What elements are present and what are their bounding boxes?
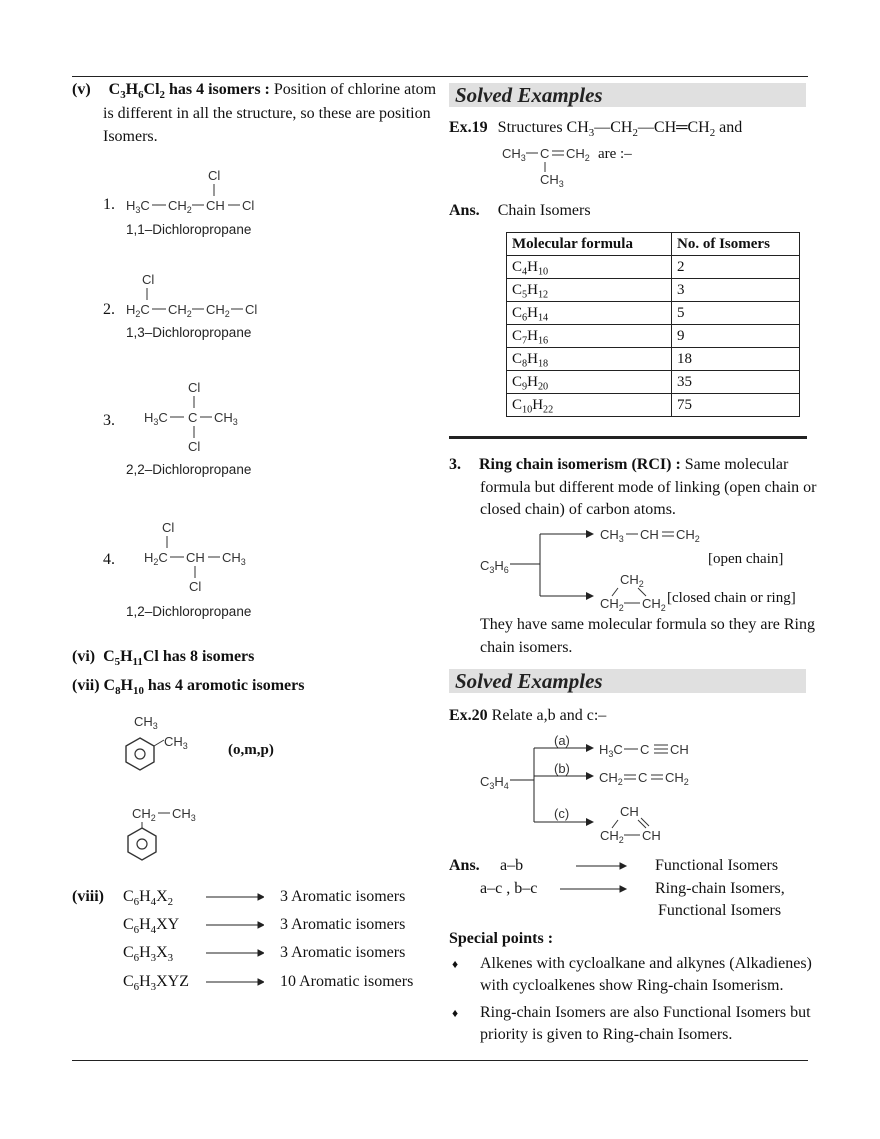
structure-2-name: 1,3–Dichloropropane [126,325,252,340]
solved-examples-banner-2: Solved Examples [449,669,806,693]
svg-text:C: C [638,770,648,785]
svg-text:H2C: $H_2C$ [126,302,150,319]
svg-text:CH2: $CH_2$ [168,302,192,319]
special-point-1a: Alkenes with cycloalkane and alkynes (Alkadienes) [480,955,812,972]
structure-1-number: 1. [103,196,115,213]
table-header-count: No. of Isomers [672,233,800,256]
ex19-are: are :– [598,146,632,162]
svg-text:C: C [540,146,550,161]
ex20-diagram [478,728,718,846]
ethylbenzene-structure [118,800,228,870]
svg-text:CH2: $CH_2$ [132,806,156,823]
structure-3-number: 3. [103,412,115,429]
viii-row-1-result: 3 Aromatic isomers [280,888,406,905]
xylene-structure [118,712,228,782]
structure-4-name: 1,2–Dichloropropane [126,604,252,619]
ans20-row1-left: a–b [500,857,524,874]
ex20-label-b: (b) [554,761,570,776]
svg-text:CH3: $CH_3$ [502,146,526,163]
svg-text:C3H4: $C_3H_4$ [480,774,509,791]
closed-chain-label: [closed chain or ring] [667,590,796,606]
svg-text:C: C [640,742,650,757]
ans19: Ans. Chain Isomers [449,202,591,219]
svg-text:CH: CH [642,828,661,843]
table-row: $C_{10}H_{22}$ 75 [507,394,800,417]
svg-text:H3C: $H_3C$ [126,198,150,215]
table-header-row [507,233,800,256]
ans20-row1-right: Functional Isomers [655,857,779,874]
svg-text:CH2: $CH_2$ [665,770,689,787]
ex20: Ex.20 Relate a,b and c:– [449,707,607,724]
section-v-text2: is different in all the structure, so these are position [103,105,431,122]
rci-line1: 3. Ring chain isomerism (RCI) : Same molecular [449,456,789,473]
svg-text:C: C [188,410,198,425]
ans20-label: Ans. [449,857,480,874]
svg-text:CH2: $CH_2$ [600,828,624,845]
structure-2-number: 2. [103,301,115,318]
table-row: $C_8H_{18}$ 18 [507,348,800,371]
svg-text:CH3: $CH_3$ [164,734,188,751]
svg-text:CH: CH [670,742,689,757]
svg-text:CH3: $CH_3$ [134,714,158,731]
svg-text:H3C: $H_3C$ [144,410,168,427]
special-point-2b: priority is given to Ring-chain Isomers. [480,1026,733,1043]
ex19: Ex.19 Structures $CH_3—CH_2—CH═CH_2$ and [449,119,743,139]
structure-3-diagram [140,376,260,456]
structure-1-diagram [122,164,272,220]
table-row: $C_6H_{14}$ 5 [507,302,800,325]
viii-row-3-formula: $C_6H_3X_3$ [123,944,174,964]
svg-text:CH3: $CH_3$ [540,172,564,189]
viii-row-2-formula: $C_6H_4XY$ [123,916,180,936]
viii-row-3-result: 3 Aromatic isomers [280,944,406,961]
svg-text:CH2: $CH_2$ [600,596,624,612]
svg-text:CH2: $CH_2$ [599,770,623,787]
section-divider [449,436,807,439]
svg-text:H3C: $H_3C$ [599,742,623,759]
bottom-rule [72,1060,808,1061]
rci-line2: formula but different mode of linking (open chain or [480,479,817,496]
ans20-row2-left: a–c , b–c [480,880,538,897]
table-row: $C_9H_{20}$ 35 [507,371,800,394]
bullet-1-icon: ♦ [452,957,459,971]
top-rule [72,76,808,77]
special-point-1b: with cycloalkenes show Ring-chain Isomerism. [480,977,784,994]
table-row: $C_7H_{16}$ 9 [507,325,800,348]
table-header-formula: Molecular formula [507,233,672,256]
structure-3-name: 2,2–Dichloropropane [126,462,252,477]
solved-examples-banner-1: Solved Examples [449,83,806,107]
svg-text:CH2: $CH_2$ [620,572,644,589]
viii-row-4-formula: $C_6H_3XYZ$ [123,973,189,993]
svg-text:CH: CH [620,804,639,819]
svg-text:CH2: $CH_2$ [168,198,192,215]
structure-4-number: 4. [103,551,115,568]
omp-label: (o,m,p) [228,742,274,758]
ex20-label-c: (c) [554,806,570,821]
viii-row-2-result: 3 Aromatic isomers [280,916,406,933]
svg-text:Cl: Cl [242,198,255,213]
svg-text:CH2: $CH_2$ [566,146,590,163]
svg-text:CH: CH [640,527,659,542]
svg-text:CH2: $CH_2$ [206,302,230,319]
viii-row-4-result: 10 Aromatic isomers [280,973,414,990]
ans20-row2-right: Ring-chain Isomers, [655,880,785,897]
ans20-arrows [558,855,630,901]
svg-text:CH3: $CH_3$ [600,527,624,544]
svg-text:Cl: Cl [162,520,175,535]
svg-text:C3H6: $C_3H_6$ [480,558,509,575]
svg-text:CH: CH [206,198,225,213]
viii-arrows [204,886,264,996]
rci-line3: closed chain) of carbon atoms. [480,501,676,518]
svg-text:CH3: $CH_3$ [222,550,246,567]
special-point-2a: Ring-chain Isomers are also Functional Isomers but [480,1004,811,1021]
svg-text:Cl: Cl [142,272,155,287]
bullet-2-icon: ♦ [452,1006,459,1020]
svg-text:CH3: $CH_3$ [214,410,238,427]
svg-text:CH2: $CH_2$ [676,527,700,544]
structure-2-diagram [122,268,272,324]
rci-line5: chain isomers. [480,639,573,656]
section-v-text3: Isomers. [103,128,158,145]
svg-text:Cl: Cl [189,579,202,594]
svg-text:CH2: $CH_2$ [642,596,666,612]
svg-text:Cl: Cl [245,302,258,317]
svg-text:CH3: $CH_3$ [172,806,196,823]
table-row: $C_4H_{10}$ 2 [507,256,800,279]
section-vi: (vi) $C_5H_{11}Cl$ has 8 isomers [72,648,255,668]
ans20-row3-right: Functional Isomers [658,902,782,919]
structure-4-diagram [140,516,270,596]
ex20-label-a: (a) [554,733,570,748]
chain-isomers-table [506,232,800,417]
section-v-heading: $C_3H_6Cl_2$ has 4 isomers : [108,81,270,101]
table-row: $C_5H_{12}$ 3 [507,279,800,302]
section-v-text1: Position of chlorine atom [273,81,437,98]
svg-text:Cl: Cl [208,168,221,183]
svg-text:Cl: Cl [188,380,201,395]
svg-text:Cl: Cl [188,439,201,454]
svg-text:H2C: $H_2C$ [144,550,168,567]
structure-1-name: 1,1–Dichloropropane [126,222,252,237]
open-chain-label: [open chain] [708,551,784,567]
section-v-number: (v) [72,81,91,98]
viii-row-1-formula: $C_6H_4X_2$ [123,888,174,908]
section-vii: (vii) $C_8H_{10}$ has 4 aromotic isomers [72,677,305,697]
section-v [72,79,442,101]
section-viii-number: (viii) [72,888,104,905]
rci-line4: They have same molecular formula so they are Ring [480,616,815,633]
special-points-title: Special points : [449,930,554,947]
svg-text:CH: CH [186,550,205,565]
